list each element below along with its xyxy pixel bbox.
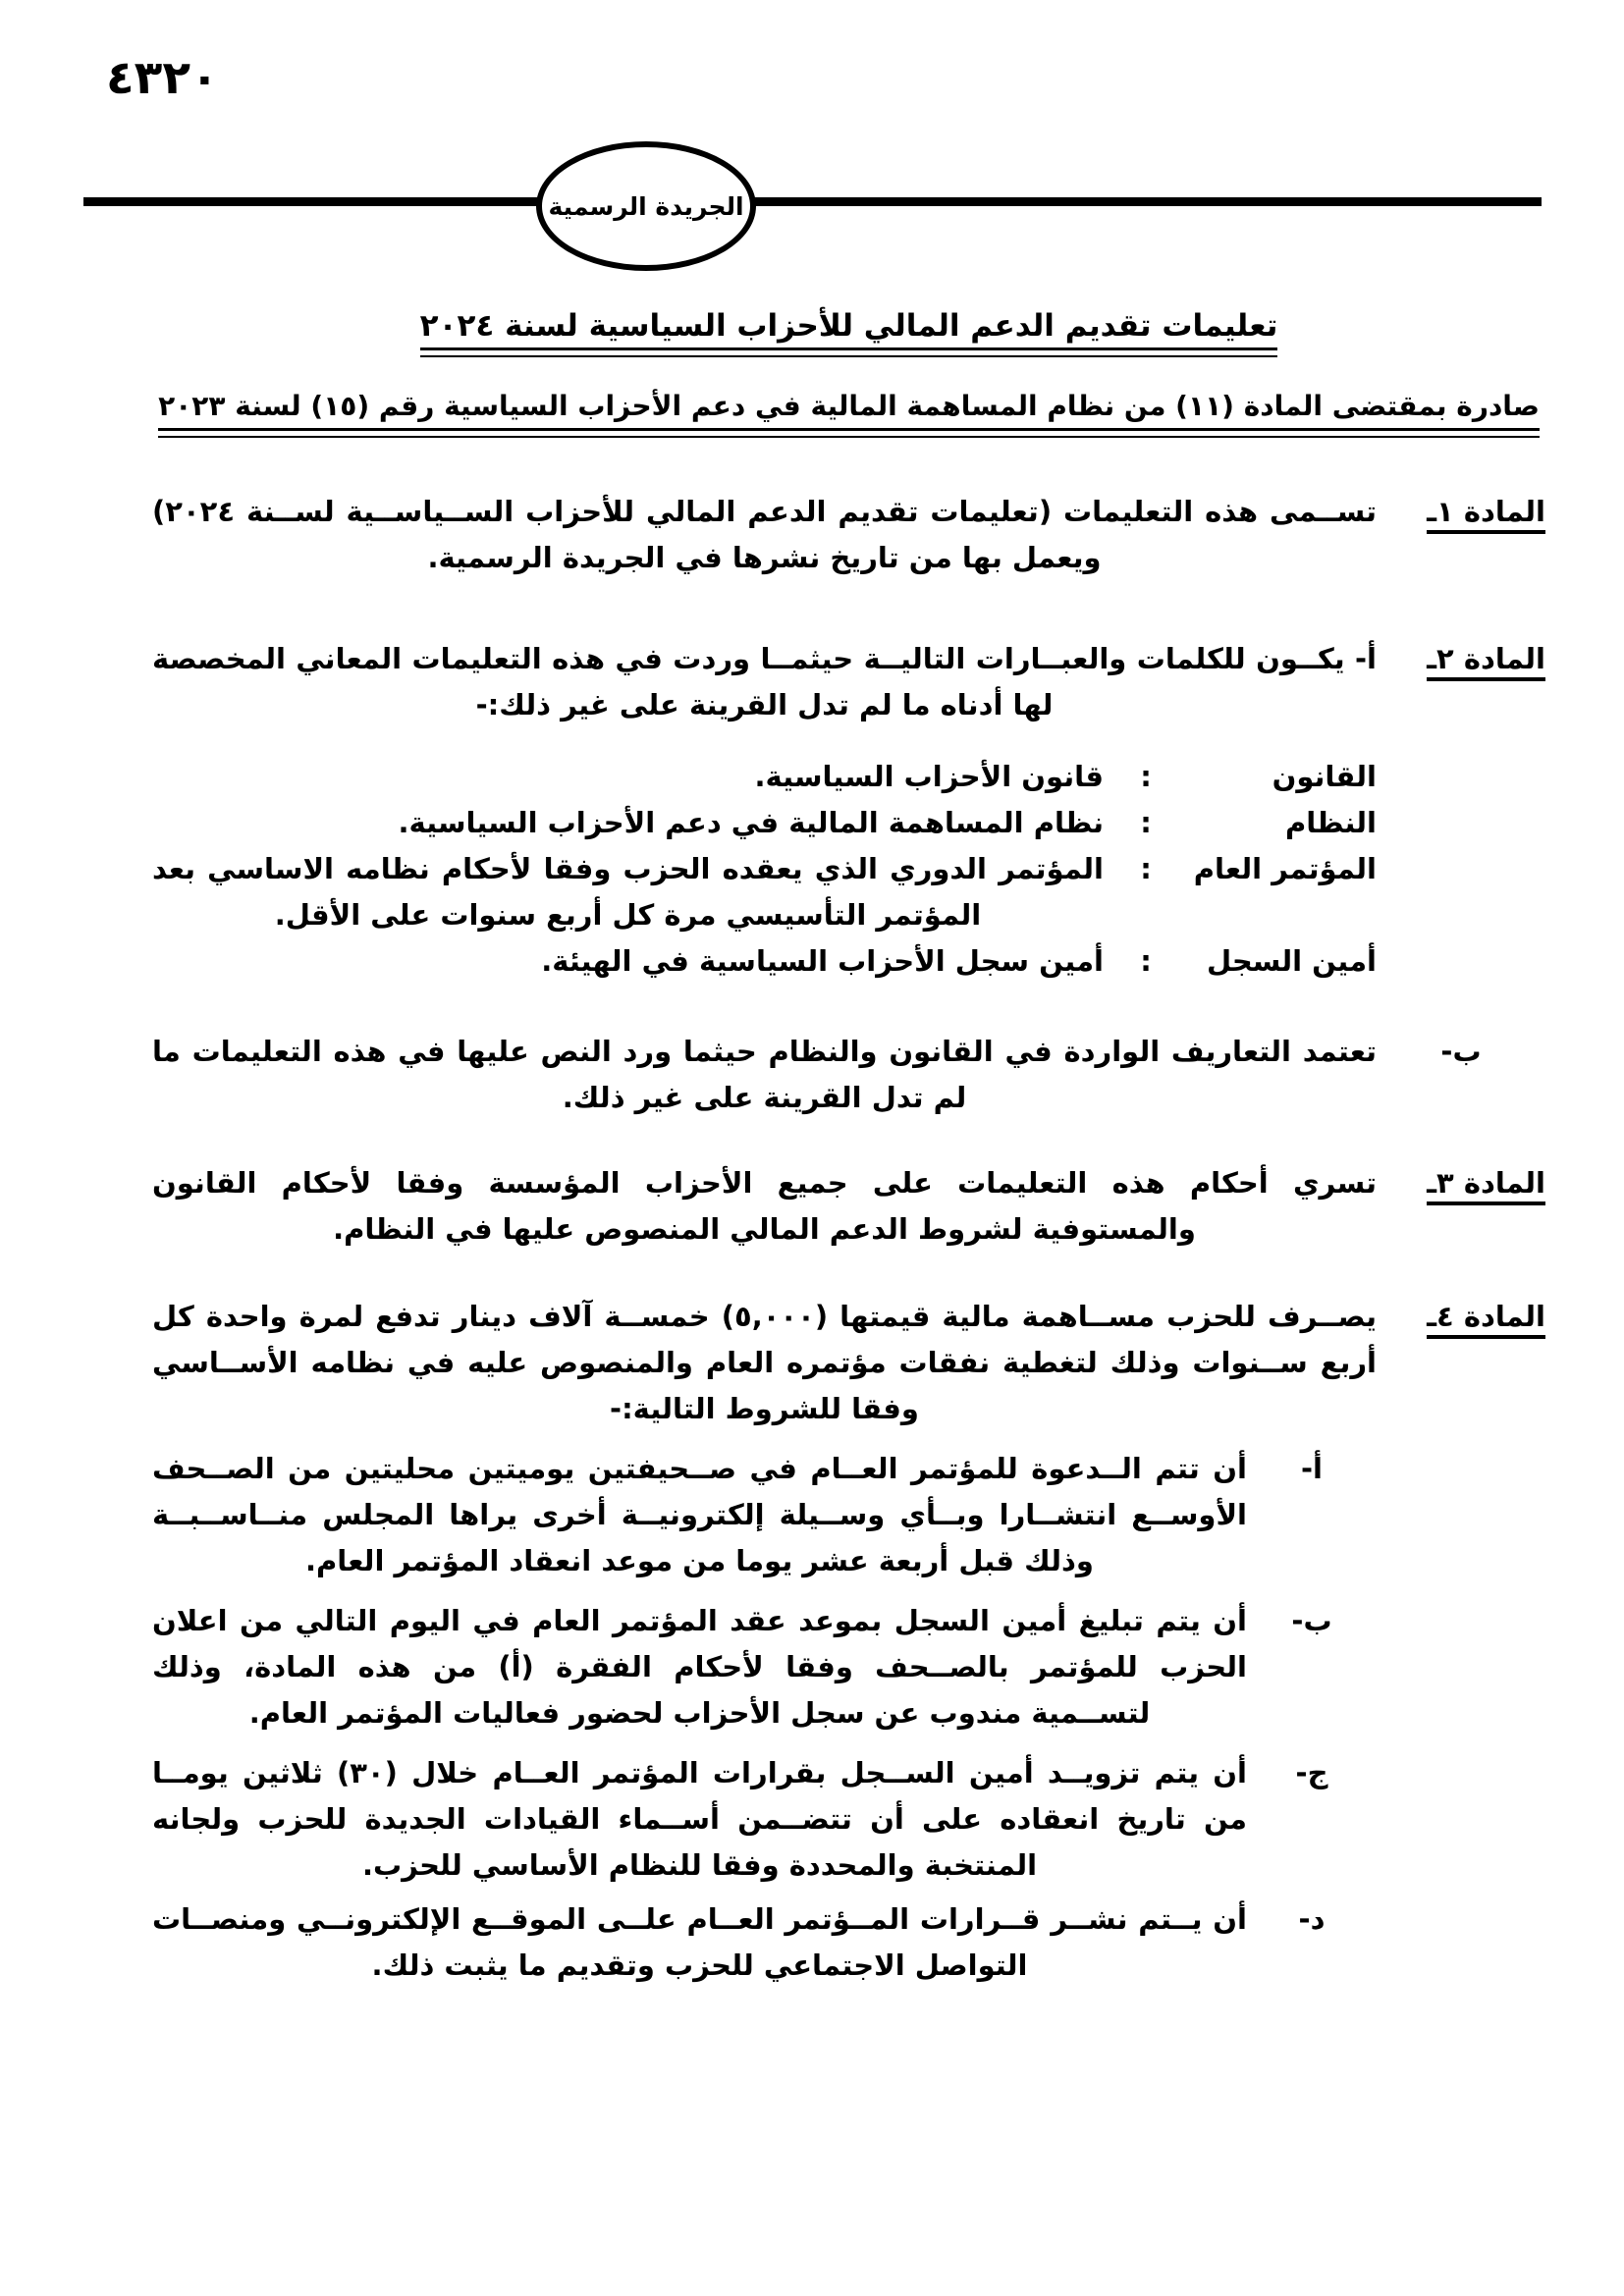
definition-row: [152, 846, 1377, 938]
definition-term: المؤتمر العام: [1193, 852, 1377, 885]
doc-title: [152, 306, 1545, 357]
article-4: [152, 1294, 1545, 1432]
article-4-label: المادة ٤ـ: [1377, 1294, 1545, 1432]
clause-text: أن يــتم نشــر قــرارات المــؤتمر العــام علــى الموقــع الإلكترونــي ومنصــات التواصل الاجتماعي للحزب وتقديم ما يثبت ذلك.: [152, 1902, 1247, 1982]
divider-rule: [83, 197, 1542, 206]
clause-letter: ب-: [1440, 1035, 1482, 1068]
clause-text: تعتمد التعاريف الواردة في القانون والنظام حيثما ورد النص عليها في هذه التعليمات ما لم تدل القرينة على غير ذلك.: [152, 1035, 1377, 1114]
page-number: ٤٣٢٠: [106, 51, 219, 105]
definition-colon: :: [1140, 944, 1152, 978]
document-body: [152, 306, 1545, 2002]
definition-colon: :: [1140, 760, 1152, 793]
clause-text: أن تتم الــدعوة للمؤتمر العــام في صــحيفتين يوميتين محليتين من الصــحف الأوســع انتشــارا وبــأي وســيلة إلكترونيــة أخرى يراها المجلس منــاســبــة وذلك قبل أربعة عشر يوما من موعد انعقاد المؤتمر العام.: [152, 1452, 1247, 1577]
clause-text: أن يتم تبليغ أمين السجل بموعد عقد المؤتمر العام في اليوم التالي من اعلان الحزب للمؤتمر بالصــحف وفقا لأحكام الفقرة (أ) من هذه المادة، وذلك لتســمية مندوب عن سجل الأحزاب لحضور فعاليات المؤتمر العام.: [152, 1604, 1247, 1730]
article-1: [152, 489, 1545, 581]
article-2-label: المادة ٢ـ: [1377, 636, 1545, 728]
article-4-intro: يصــرف للحزب مســاهمة مالية قيمتها (٥,٠٠٠) خمســة آلاف دينار تدفع لمرة واحدة كل أربع ســنوات وذلك لتغطية نفقات مؤتمره العام والمنصوص عليه في نظامه الأســاسي وفقا للشروط التالية:-: [152, 1300, 1377, 1425]
gazette-seal: [536, 141, 756, 271]
article-1-text: تســمى هذه التعليمات (تعليمات تقديم الدعم المالي للأحزاب الســياســية لســنة ٢٠٢٤) ويعمل بها من تاريخ نشرها في الجريدة الرسمية.: [152, 495, 1377, 574]
doc-subtitle: [152, 387, 1545, 438]
clause-letter: د-: [1298, 1902, 1326, 1936]
article-2-intro: أ- يكــون للكلمات والعبــارات التاليــة حيثمــا وردت في هذه التعليمات المعاني المخصصة لها أدناه ما لم تدل القرينة على غير ذلك:-: [152, 642, 1377, 721]
article-3: [152, 1160, 1545, 1253]
clause-d: [152, 1896, 1377, 1989]
definition-row: [152, 800, 1377, 846]
definitions-list: [152, 754, 1377, 985]
definition-row: [152, 938, 1377, 985]
definition-text: نظام المساهمة المالية في دعم الأحزاب السياسية.: [398, 806, 1104, 839]
definition-text: قانون الأحزاب السياسية.: [754, 760, 1104, 793]
article-2-paragraph-b: [152, 1029, 1545, 1121]
definition-colon: :: [1140, 852, 1152, 885]
article-3-label: المادة ٣ـ: [1377, 1160, 1545, 1253]
clause-text: أن يتم تزويــد أمين الســجل بقرارات المؤتمر العــام خلال (٣٠) ثلاثين يومــا من تاريخ انعقاده على أن تتضــمن أســماء القيادات الجديدة للحزب ولجانه المنتخبة والمحددة وفقا للنظام الأساسي للحزب.: [152, 1756, 1247, 1882]
clause-c: [152, 1750, 1377, 1889]
clause-letter: ج-: [1295, 1756, 1328, 1789]
gazette-title: الجريدة الرسمية: [548, 191, 744, 221]
article-3-text: تسري أحكام هذه التعليمات على جميع الأحزاب المؤسسة وفقا لأحكام القانون والمستوفية لشروط الدعم المالي المنصوص عليها في النظام.: [152, 1166, 1377, 1246]
definition-colon: :: [1140, 806, 1152, 839]
definition-term: أمين السجل: [1206, 944, 1377, 978]
definition-term: القانون: [1272, 760, 1377, 793]
definition-text: المؤتمر الدوري الذي يعقده الحزب وفقا لأحكام نظامه الاساسي بعد المؤتمر التأسيسي مرة كل أربع سنوات على الأقل.: [152, 852, 1104, 932]
clause-a: [152, 1446, 1377, 1584]
clause-letter: أ-: [1301, 1452, 1323, 1485]
clause-letter: ب-: [1291, 1604, 1332, 1637]
definition-row: [152, 754, 1377, 800]
article-2: [152, 636, 1545, 728]
definition-term: النظام: [1284, 806, 1377, 839]
doc-subtitle-text: صادرة بمقتضى المادة (١١) من نظام المساهمة المالية في دعم الأحزاب السياسية رقم (١٥) لسنة ٢٠٢٣: [158, 387, 1540, 431]
clause-b: [152, 1598, 1377, 1736]
doc-title-text: تعليمات تقديم الدعم المالي للأحزاب السياسية لسنة ٢٠٢٤: [420, 306, 1278, 350]
article-1-label: المادة ١ـ: [1377, 489, 1545, 581]
definition-text: أمين سجل الأحزاب السياسية في الهيئة.: [541, 944, 1104, 978]
article-4-clauses: [152, 1446, 1377, 1989]
